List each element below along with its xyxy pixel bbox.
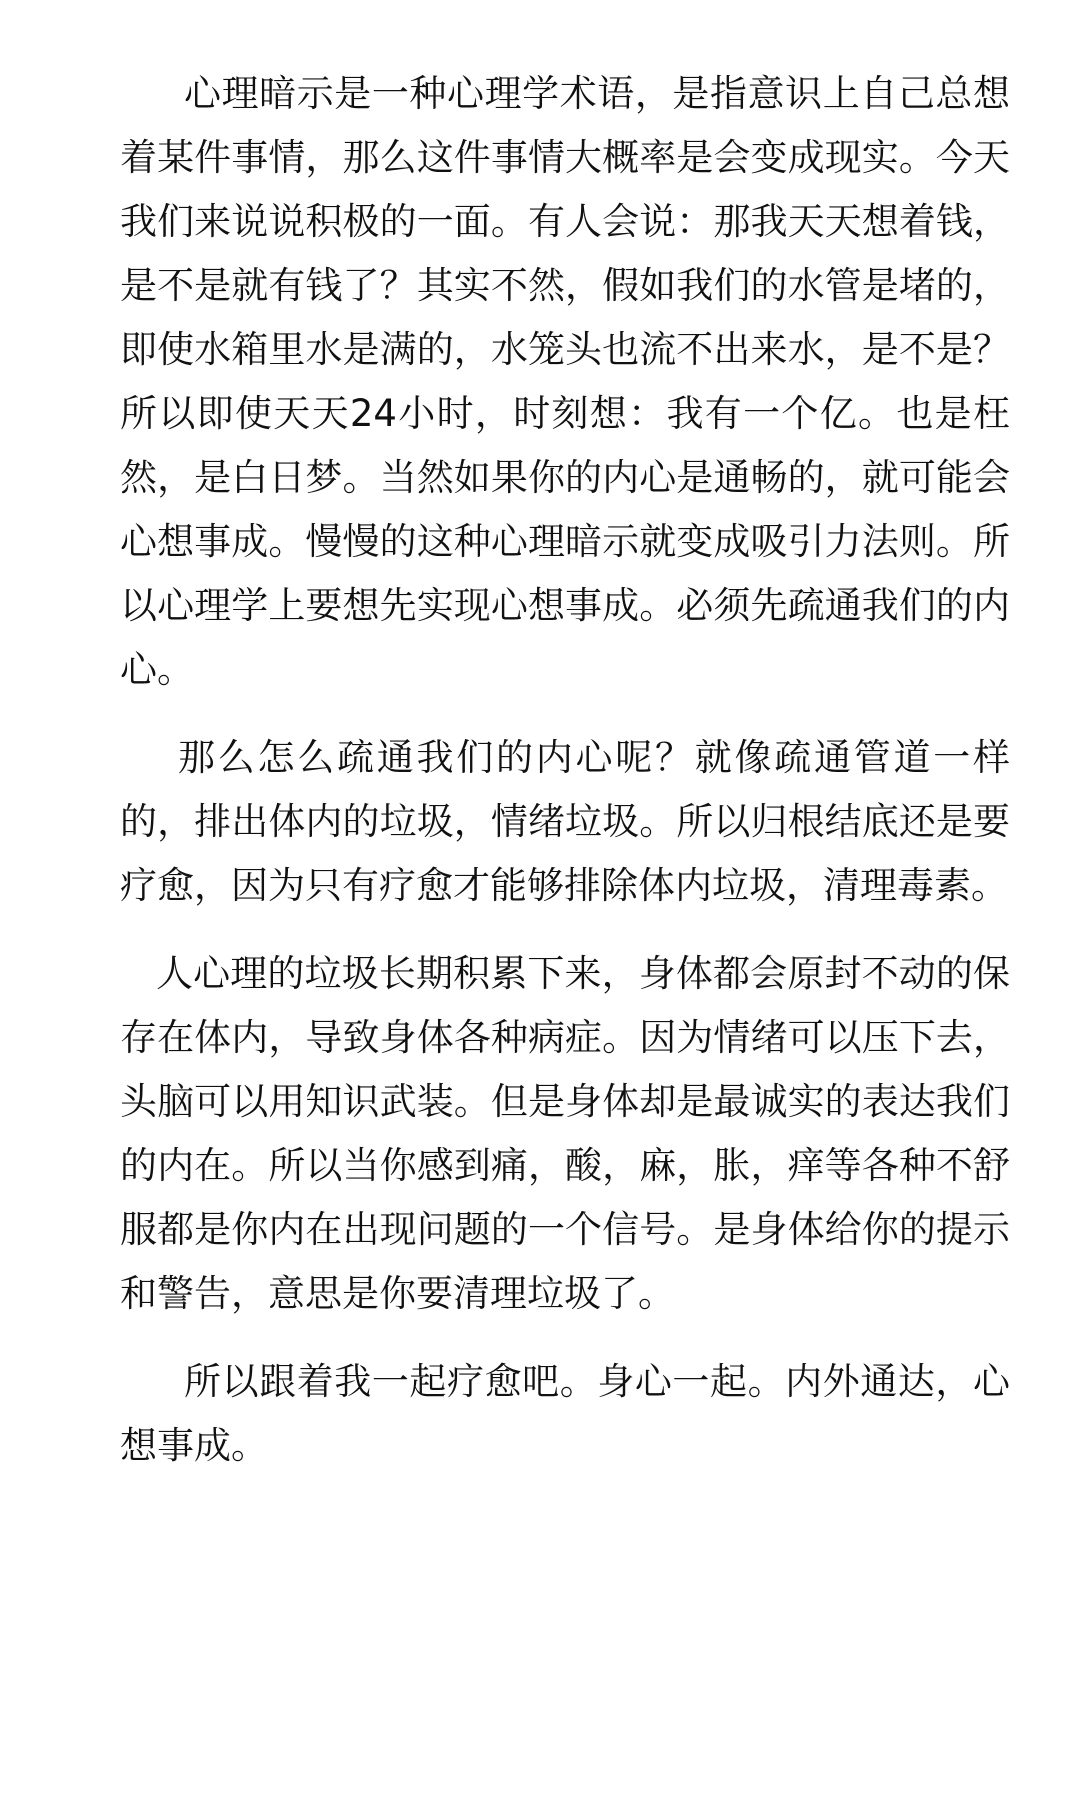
paragraph-1: 心理暗示是一种心理学术语，是指意识上自己总想着某件事情，那么这件事情大概率是会变成现实。今天我们来说说积极的一面。有人会说：那我天天想着钱，是不是就有钱了？其实不然，假如我们的水管是堵的，即使水箱里水是满的，水笼头也流不出来水，是不是？所以即使天天24小时，时刻想：我有一个亿。也是枉然，是白日梦。当然如果你的内心是通畅的，就可能会心想事成。慢慢的这种心理暗示就变成吸引力法则。所以心理学上要想先实现心想事成。必须先疏通我们的内心。	[120, 72, 1010, 691]
article-body	[120, 62, 1010, 1478]
paragraph-2: 那么怎么疏通我们的内心呢？就像疏通管道一样的，排出体内的垃圾，情绪垃圾。所以归根结底还是要疗愈，因为只有疗愈才能够排除体内垃圾，清理毒素。	[120, 736, 1010, 907]
paragraph-3: 人心理的垃圾长期积累下来，身体都会原封不动的保存在体内，导致身体各种病症。因为情绪可以压下去，头脑可以用知识武装。但是身体却是最诚实的表达我们的内在。所以当你感到痛，酸，麻，胀，痒等各种不舒服都是你内在出现问题的一个信号。是身体给你的提示和警告，意思是你要清理垃圾了。	[120, 952, 1010, 1315]
paragraph-4: 所以跟着我一起疗愈吧。身心一起。内外通达，心想事成。	[120, 1360, 1010, 1467]
